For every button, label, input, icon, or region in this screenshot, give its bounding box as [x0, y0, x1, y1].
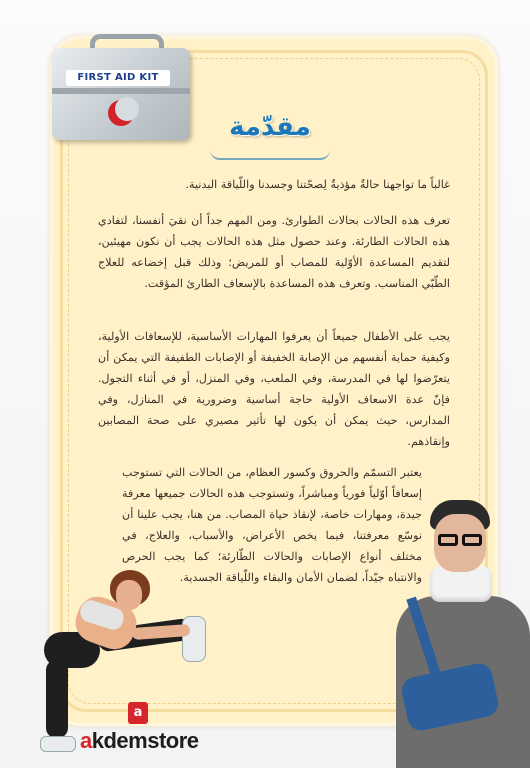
- logo-text: akdemstore: [80, 728, 199, 753]
- page-title: مقدّمة: [229, 112, 311, 142]
- injured-boy-illustration: [390, 500, 530, 768]
- kit-body: [52, 48, 190, 140]
- glasses-icon: [434, 534, 486, 546]
- akdemstore-logo[interactable]: [80, 700, 220, 760]
- paragraph-2: تعرف هذه الحالات بحالات الطوارئ. ومن المهم جداً أن نقيَ أنفسنا، لتفادي هذه الحالات الطارئة. وعند حصول مثل هذه الحالات يجب أن نكون مهيئين، لتقديم المساعدة الأوّلية للمصاب أو للمريض؛ وذلك قبل إخضاعه للعلاج الطّبّي المناسب. وتعرف هذه المساعدة بالإسعاف الطارئ المؤقت.: [98, 214, 450, 290]
- first-aid-kit-illustration: [52, 34, 194, 142]
- kit-band: [52, 88, 190, 94]
- paragraph-1: غالباً ما تواجهنا حالةٌ مؤذيةٌ لِصحّتنا وجسدنا واللّياقة البدنية.: [185, 178, 450, 191]
- red-crescent-icon: [108, 100, 134, 126]
- paragraph-4: يعتبر التسمّم والحروق وكسور العظام، من الحالات التي تستوجب إسعافاً أوّلياً فورياً ومباشراً، وتستوجب هذه الحالات جميعها معرفة جيدة، ومهارات خاصة، لإنقاذ حياة المصاب. من هنا، يجب علينا أن نوسّع معرفتنا، فيما يخص الأعراض، والأسباب، والعلاج، في مختلف أنواع الإصابات والحالات الطّارئة؛ كما يجب الحرص والانتباه جيّداً، لضمان الأمان والبقاء واللّياقة الجسدية.: [122, 466, 422, 584]
- title-underline: [210, 150, 330, 160]
- kit-label: FIRST AID KIT: [66, 70, 170, 86]
- logo-mark-icon: a: [128, 702, 148, 724]
- paragraph-3: يجب على الأطفال جميعاً أن يعرفوا المهارات الأساسية، للإسعافات الأولية، وكيفية حماية أنفسهم من الإصابة الخفيفة أو الإصابات الطفيفة التي يمكن أن يتعرّضوا لها في المدرسة، وفي الملعب، وفي المنزل، أو في أثناء التجول. فإنّ عدة الاسعاف الأولية حاجة أساسية وضرورية في المنازل، وفي المدارس، حيث يمكن أن يكون لها تأثير مصيري على صحة المصابين وإنقاذهم.: [98, 330, 450, 448]
